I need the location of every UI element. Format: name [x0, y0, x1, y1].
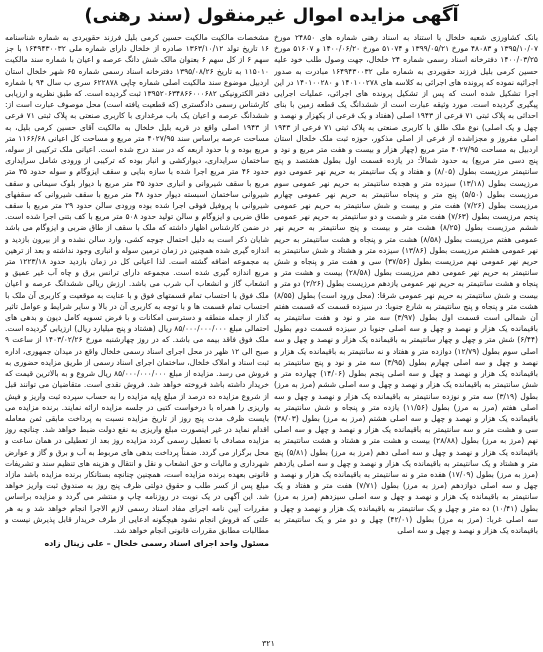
notice-title: آگهی مزایده اموال غیرمنقول (سند رهنی) — [84, 5, 459, 26]
signature-line: مسئول واحد اجرای اسناد رسمی خلخال – علی زینال زاده — [44, 539, 269, 549]
right-column-text: بانک کشاورزی شعبه خلخال با استناد به اسناد رهنی شماره های ۲۴۸۵۰ مورخ ۱۳۹۵/۱۰/۰۷ و ۴۸۰۸۳ مورخ ۱۳۹۹/۰۵/۲۱ و ۵۱۰۷۴ مورخ ۱۴۰۰/۰۶/۲۰ و ۵۱۶۰۷ مورخ ۱۴۰۰/۰۳/۲۵ دفترخانه اسناد رسمی شماره ۲۴ خلخال، جهت وصول طلب خود علیه حسین کرمی بلیل فرزند حقویردی به شماره ملی ۱۶۴۹۴۳۰۰۳۲ مبادرت به صدور اجرائیه نموده که پرونده های اجرائی به کلاسه های ۱۴۰۱۰۰۲۷۸ و ۱۴۰۱۰۰۲۸۰ در این اجرا تشکیل شده است که پس از تشکیل پرونده های اجرائی، عملیات اجرایی پیگیری گردیده است. مورد وثیقه عبارت است از ششدانگ یک قطعه زمین با بنای احداثی به پلاک ثبتی ۷۱ فرعی از ۱۹۴۳ اصلی (هفتاد و یک فرعی از یکهزار و نهصد و چهل و یک اصلی) نوع ملک طلق با کاربری صنعتی به پلاک ثبتی ۷۱ فرعی از ۱۹۴۳ اصلی مفروز و مجزاشده از فرعی از اصلی مذکور، حوزه ثبت ملک خلخال استان اردبیل به مساحت ۴۰۲۷/۹۵ متر مربع (چهار هزار و بیست و هفت متر مربع و نود و پنج دسی متر مربع) به حدود شمالاً: در یازده قسمت اول بطول هشتصد و پنج سانتیمتر مرزیست بطول (۸/۰۵) و هفتاد و یک سانتیمتر به حریم نهر عمومی دوم مرزیست بطول (۱۳/۱۸) سیزده متر و هجده سانتیمتر به حریم نهر عمومی سوم مرزیست بطول (۵/۵۰) پنج متر و پنجاه سانتیمتر به حریم نهر عمومی چهارم مرزیست بطول (۷/۲۶) هفت متر و بیست و شش سانتیمتر به حریم نهر عمومی پنجم مرزیست بطول (۷/۶۳) هفت متر و شصت و دو سانتیمتر به حریم نهر عمومی ششم مرزیست بطول (۸/۲۵) هشت متر و بیست و پنج سانتیمتر به حریم نهر عمومی هفتم مرزیست بطول (۸/۵۸) هشت متر و پنجاه و هشت سانتیمتر به حریم نهر عمومی هشتم مرزیست بطول (۱۳/۸۶) سیزده متر و هشتاد و شش سانتیمتر به حریم نهر عمومی نهم مرزیست بطول (۳۷/۵۶) سی و هفت متر و پنجاه و شش سانتیمتر به حریم نهر عمومی دهم مرزیست بطول (۲۸/۵۸) بیست و هشت متر و پنجاه و هشت سانتیمتر به حریم نهر عمومی یازدهم مرزیست بطول (۲/۲۶) دو متر و بیست و شش سانتیمتر به حریم نهر عمومی شرقا: (محل ورود است) بطول (۸/۵۵) هشت متر و پنجاه و پنج سانتیمتر به شارع جنوبا: در سیزده قسمت که قسمت هفتم آن شمالی است قسمت اول بطول (۳/۹۷) سه متر و نود و هفت سانتیمتر به باقیمانده یک هزار و نهصد و چهل و سه اصلی جنوبا در سیزده قسمت دوم بطول (۶/۴۴) شش متر و چهل و چهار سانتیمتر به باقیمانده یک هزار و نهصد و چهل و سه اصلی سوم بطول (۱۲/۷۹) دوازده متر و هفتاد و نه سانتیمتر به باقیمانده یک هزار و نهصد و چهل و سه اصلی چهارم بطول (۳/۹۵) سه متر و نود و پنج سانتیمتر به باقیمانده یک هزار و نهصد و چهل و سه اصلی پنجم بطول (۱۴/۰۶) چهارده متر و شش سانتیمتر به باقیمانده یک هزار و نهصد و چهل و سه اصلی ششم (مرز به مرز) بطول (۳/۱۹) سه متر و نوزده سانتیمتر به باقیمانده یک هزار و نهصد و چهل و سه اصلی هفتم (مرز به مرز) بطول (۱۱/۵۶) یازده متر و پنجاه و شش سانتیمتر به باقیمانده یک هزار و نهصد و چهل و سه اصلی هشتم (مرز به مرز) بطول (۳۸/۰۳) سی و هشت متر و سه سانتیمتر به باقیمانده یک هزار و نهصد و چهل و سه اصلی نهم (مرز به مرز) بطول (۲۸/۸۸) بیست و هشت متر و هشتاد و هشت سانتیمتر به باقیمانده یک هزار و نهصد و چهل و سه اصلی دهم (مرز به مرز) بطول (۵/۸۱) پنج متر و هشتاد و یک سانتیمتر به باقیمانده یک هزار و نهصد و چهل و سه اصلی یازدهم (مرز به مرز) بطول (۱۷/۰۹) هفده متر و نه سانتیمتر به باقیمانده یک هزار و نهصد و چهل و سه اصلی دوازدهم (مرز به مرز) بطول (۷/۷۱) هفت متر و هفتاد و یک سانتیمتر به باقیمانده یک هزار و نهصد و چهل و سه اصلی سیزدهم (مرز به مرز) بطول (۱۰/۴۱) ده متر و چهل و یک سانتیمتر به باقیمانده یک هزار و نهصد و چهل و سه اصلی غربا: (مرز به مرز) بطول (۴۲/۰۱) چهل و دو متر و یک سانتیمتر به باقیمانده یک هزار و نهصد و چهل و سه اصلی — [274, 33, 538, 535]
right-column — [274, 32, 538, 644]
left-column-text: مشخصات مالکیت مالکیت حسین کرمی بلیل فرزند حقویردی به شماره شناسنامه ۱۶ تاریخ تولد ۱۳۶۳/۱۰/۱۲ صادره از خلخال دارای شماره ملی ۱۶۴۹۴۳۰۰۳۲ با جز سهم ۶ از کل سهم ۶ بعنوان مالک شش دانگ عرصه و اعیان با شماره سند مالکیت ۱۱۵۰۱۰ به تاریخ ۱۳۹۵/۰۸/۲۶ دفترخانه اسناد رسمی شماره ۶۵ شهر خلخال استان اردبیل موضوع سند مالکیت اصلی شماره چاپی ۶۲۲۸۷۸ سری ب سال ۹۴ با شماره دفتر الکترونیکی ۱۳۹۵۲۰۶۳۴۸۶۶۰۰۰۶۸۲ ثبت گردیده است. که طبق نظریه و ارزیابی کارشناس رسمی دادگستری (که قطعیت یافته است) محل موصوف عبارت است از: ششدانگ عرصه و اعیان یک باب مرغداری با کاربری صنعتی به پلاک ثبتی ۷۱ فرعی از ۱۹۴۳ اصلی واقع در قریه بلیل خلخال به مالکیت آقای حسین کرمی بلیل، به مساحت عرصه براساس سند ۴۰۲۷/۹۵ متر مربع و مساحت کل اعیانی ۱۱۶۶/۶۸ متر مربع بوده و با حدود اربعه که در سند درج شده است. اعیانی ملک ترکیبی از سوله، ساختمان سرایداری، دیوارکشی و انبار بوده که ترکیبی از ورودی شامل سرایداری حدود ۴۶ متر مربع اجرا شده با سازه بنایی و سقف ایزوگام و سوله حدود ۳۵ متر مربع با سقف شیروانی و انباری حدود ۳۵ متر مربع با دیوار بلوک سیمانی و سقف شیروانی ساختمان اسبسته دیوار حدود ۴۸ متر مربع با سقف شیروانی که سقفهای شیروانی با پروفیل فوقی اجرا شده بوده ورودی سالن حدود ۲۹ متر مربع با سقف طاق ضربی و ایزوگام و سالن تولید حدود ۵۰۸ متر مربع با کف بتنی اجرا شده است. در ضمن کارشناس اظهار داشته که ملک با سقف از طاق ضربی و ایزوگام می باشد شایان ذکر است به دلیل احتمال جوجه کشی، وارد سالن نشده و از بیرون بازدید و اندازه گیری شده همچنین در زمان ترمین سوله و انباری وجود نداشته و بعد از ترهین به مجموعه اضافه گشته است. لذا اعیانی کل در زمان بازدید حدود ۱۲۲۳/۱۸ متر مربع اندازه گیری شده است. مجموعه دارای ترانس برق و چاه آب غیر عمیق و انشعاب گاز و انشعاب آب شرب می باشد. ارزش ریالی ششدانگ عرصه و اعیان ملک فوق با احتساب تمام قسمتهای فوق و با عنایت به موقعیت و کاربری آن ملک با احتساب تمام قسمت ها و با توجه به کاربری آن در بالا و سایر شرایط و عوامل تاثیر گذار از جمله منطقه و دسترسی امکانات و با فرض تسویه کامل دیون و بدهی های احتمالی مبلغ ۸۵/۰۰۰/۰۰۰/۰۰۰ ریال (هشتاد و پنج میلیارد ریال) ارزیابی گردیده است. ملک فوق فاقد بیمه می باشد. که در روز چهارشنبه مورخ ۱۴۰۳/۰۲/۲۶ از ساعت ۹ صبح الی ۱۲ ظهر در محل اجرای اسناد رسمی خلخال واقع در میدان جمهوری، اداره ثبت اسناد و املاک خلخال، ساختمان اجرای اسناد رسمی از طریق مزایده حضوری به فروش می رسد. مزایده از مبلغ ۸۵/۰۰۰/۰۰۰/۰۰۰ ریال شروع و به بالاترین قیمت که خریدار داشته باشد فروخته خواهد شد. فروش نقدی است. متقاضیان می توانند قبل از شروع مزایده ده درصد از مبلغ پایه مزایده را به حساب سپرده ثبت واریز و فیش واریزی را همراه با درخواست کتبی در جلسه مزایده ارائه نمایند. برنده مزایده می بایست ظرف مدت پنج روز از تاریخ مزایده نسبت به پرداخت مابقی ثمن معامله اقدام نماید در غیر اینصورت مبلغ واریزی به نفع دولت ضبط خواهد شد. چنانچه روز مزایده مصادف با تعطیل رسمی گردد مزایده روز بعد از تعطیلی در همان ساعت و محل برگزار می گردد. ضمناً پرداخت بدهی های مربوط به آب و برق و گاز و عوارض شهرداری و مالیات و حق انشعاب و نقل و انتقال و هزینه های تنظیم سند و تشریفات قانونی بعهده برنده مزایده است، همچنین چنانچه بستانکار برنده مزایده باشد مازاد مبلغ پس از کسر طلب و حقوق دولتی ظرف پنج روز به صندوق ثبت واریز خواهد شد. این آگهی در یک نوبت در روزنامه چاپ و منتشر می گردد و مزایده براساس مقررات آیین نامه اجرای مفاد اسناد رسمی لازم الاجرا انجام خواهد شد و به هر علتی که فروش انجام نشود هیچگونه ادعایی از طرف خریدار قابل پذیرش نیست و مطالبات مطابق مقررات قانونی انجام خواهد شد. — [5, 33, 269, 535]
notice-columns — [5, 32, 538, 644]
left-column — [5, 32, 269, 644]
page-number: ۳۲۱ — [262, 639, 275, 648]
